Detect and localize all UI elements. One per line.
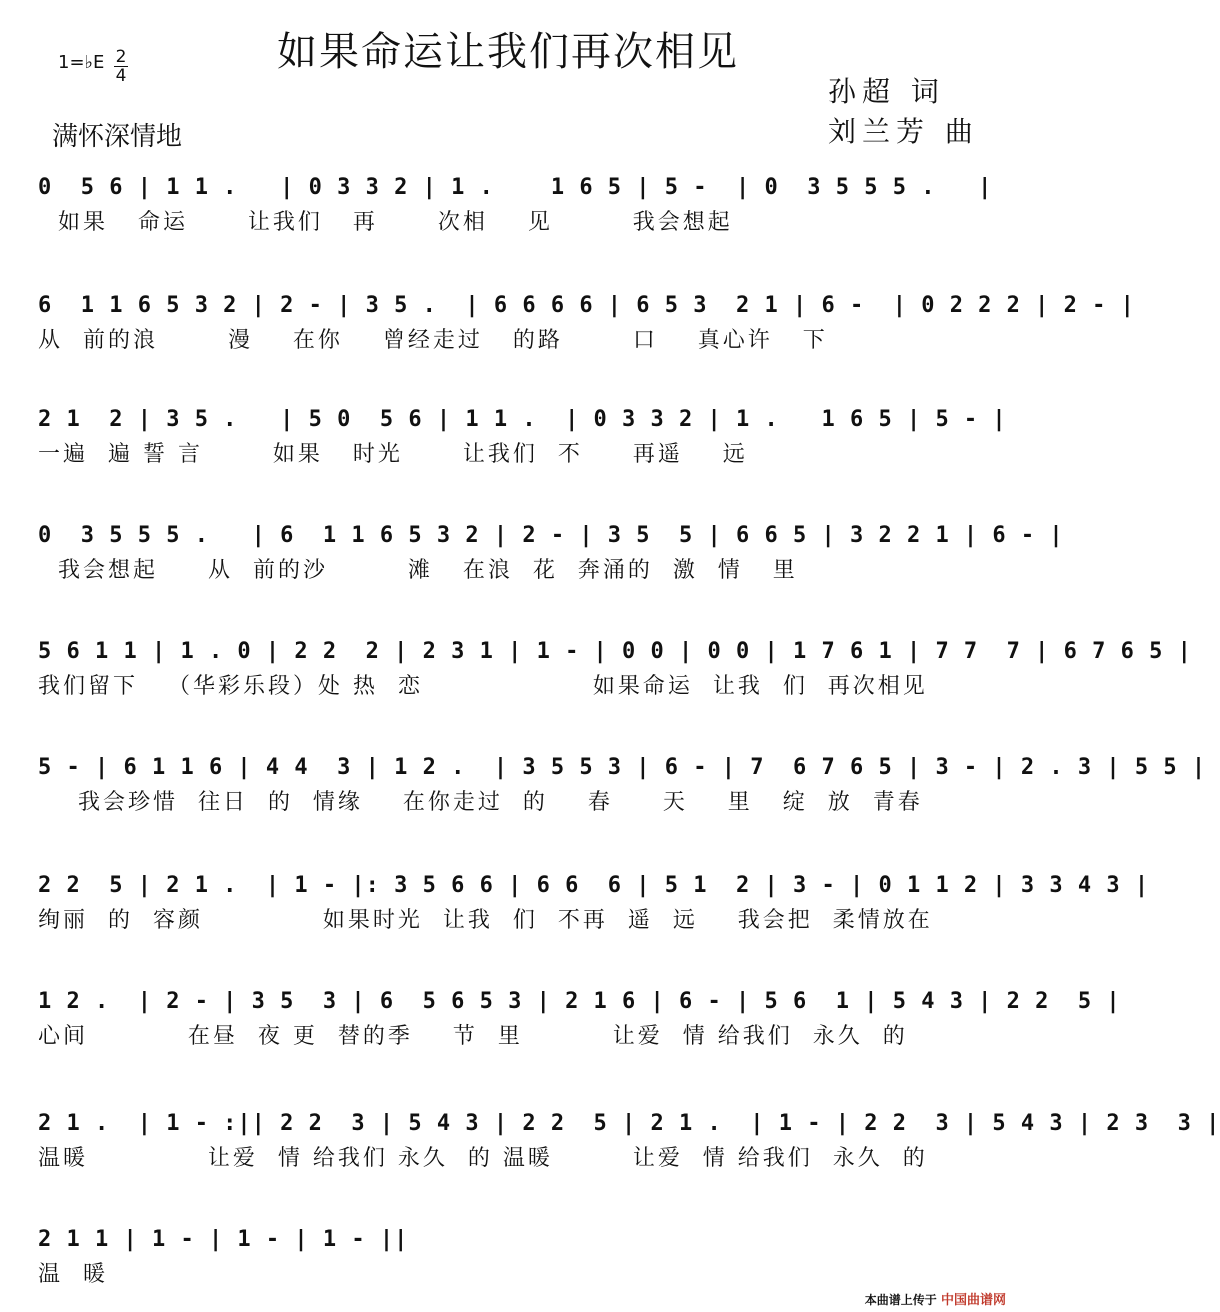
site-logo[interactable]: 中国曲谱网 (940, 1293, 1006, 1308)
lyrics-line: 一遍 遍 誓 言 如果 时光 让我们 不 再遥 远 (38, 442, 748, 467)
notation-line (38, 1106, 1220, 1142)
lyrics-line: 心间 在昼 夜 更 替的季 节 里 让爱 情 给我们 永久 的 (38, 1024, 908, 1049)
notation-text: 5 6 1 1 | 1 . 0 | 2 2 2 | 2 3 1 | 1 - | 0 0 | 0 0 | 1 7 6 1 | 7 7 7 | 6 7 6 5 | (38, 639, 1192, 664)
song-title: 如果命运让我们再次相见 (277, 29, 739, 75)
lyrics-line: 绚丽 的 容颜 如果时光 让我 们 不再 遥 远 我会把 柔情放在 (38, 908, 933, 933)
notation-text: 2 2 5 | 2 1 . | 1 - |: 3 5 6 6 | 6 6 6 | 5 1 2 | 3 - | 0 1 1 2 | 3 3 4 3 | (38, 873, 1150, 898)
notation-line (38, 288, 1135, 324)
notation-text: 6 1 1 6 5 3 2 | 2 - | 3 5 . | 6 6 6 6 | 6 5 3 2 1 | 6 - | 0 2 2 2 | 2 - | (38, 293, 1135, 318)
notation-line (38, 1222, 976, 1258)
lyrics-line: 从 前的浪 漫 在你 曾经走过 的路 口 真心许 下 (38, 328, 828, 353)
notation-line (38, 634, 1192, 670)
lyrics-line: 我们留下 （华彩乐段）处 热 恋 如果命运 让我 们 再次相见 (38, 674, 928, 699)
upload-footer (865, 1289, 1006, 1308)
lyricist-credit: 孙超 词 (828, 75, 945, 108)
notation-text: 1 2 . | 2 - | 3 5 3 | 6 5 6 5 3 | 2 1 6 | 6 - | 5 6 1 | 5 4 3 | 2 2 5 | (38, 989, 1121, 1014)
time-signature (114, 48, 128, 85)
composer-credit: 刘兰芳 曲 (828, 115, 979, 148)
notation-text: 5 - | 6 1 1 6 | 4 4 3 | 1 2 . | 3 5 5 3 | 6 - | 7 6 7 6 5 | 3 - | 2 . 3 | 5 5 | (38, 755, 1207, 780)
notation-text: 0 3 5 5 5 . | 6 1 1 6 5 3 2 | 2 - | 3 5 5 | 6 6 5 | 3 2 2 1 | 6 - | (38, 523, 1064, 548)
lyrics-line: 我会想起 从 前的沙 滩 在浪 花 奔涌的 激 情 里 (38, 558, 798, 583)
lyrics-line: 温暖 让爱 情 给我们 永久 的 温暖 让爱 情 给我们 永久 的 (38, 1146, 928, 1171)
notation-line (38, 984, 1121, 1020)
time-denominator: 4 (115, 66, 127, 86)
notation-line (38, 518, 1064, 554)
footer-text: 本曲谱上传于 (864, 1293, 937, 1307)
notation-line (38, 750, 1207, 786)
notation-line (38, 868, 1150, 904)
key-signature: 1=♭E (58, 52, 105, 73)
tempo-marking: 满怀深情地 (52, 122, 183, 152)
notation-line (38, 170, 993, 206)
notation-text: 0 5 6 | 1 1 . | 0 3 3 2 | 1 . 1 6 5 | 5 - | 0 3 5 5 5 . | (38, 175, 993, 200)
notation-text: 2 1 . | 1 - :|| 2 2 3 | 5 4 3 | 2 2 5 | 2 1 . | 1 - | 2 2 3 | 5 4 3 | 2 3 3 | (38, 1111, 1220, 1136)
lyrics-line: 如果 命运 让我们 再 次相 见 我会想起 (38, 210, 733, 235)
notation-text: 2 1 2 | 3 5 . | 5 0 5 6 | 1 1 . | 0 3 3 2 | 1 . 1 6 5 | 5 - | (38, 407, 1007, 432)
notation-text: 2 1 1 | 1 - | 1 - | 1 - || (38, 1227, 409, 1252)
time-numerator: 2 (115, 47, 127, 67)
lyrics-line: 温 暖 (38, 1262, 108, 1287)
notation-line (38, 402, 1007, 438)
lyrics-line: 我会珍惜 往日 的 情缘 在你走过 的 春 天 里 绽 放 青春 (38, 790, 923, 815)
